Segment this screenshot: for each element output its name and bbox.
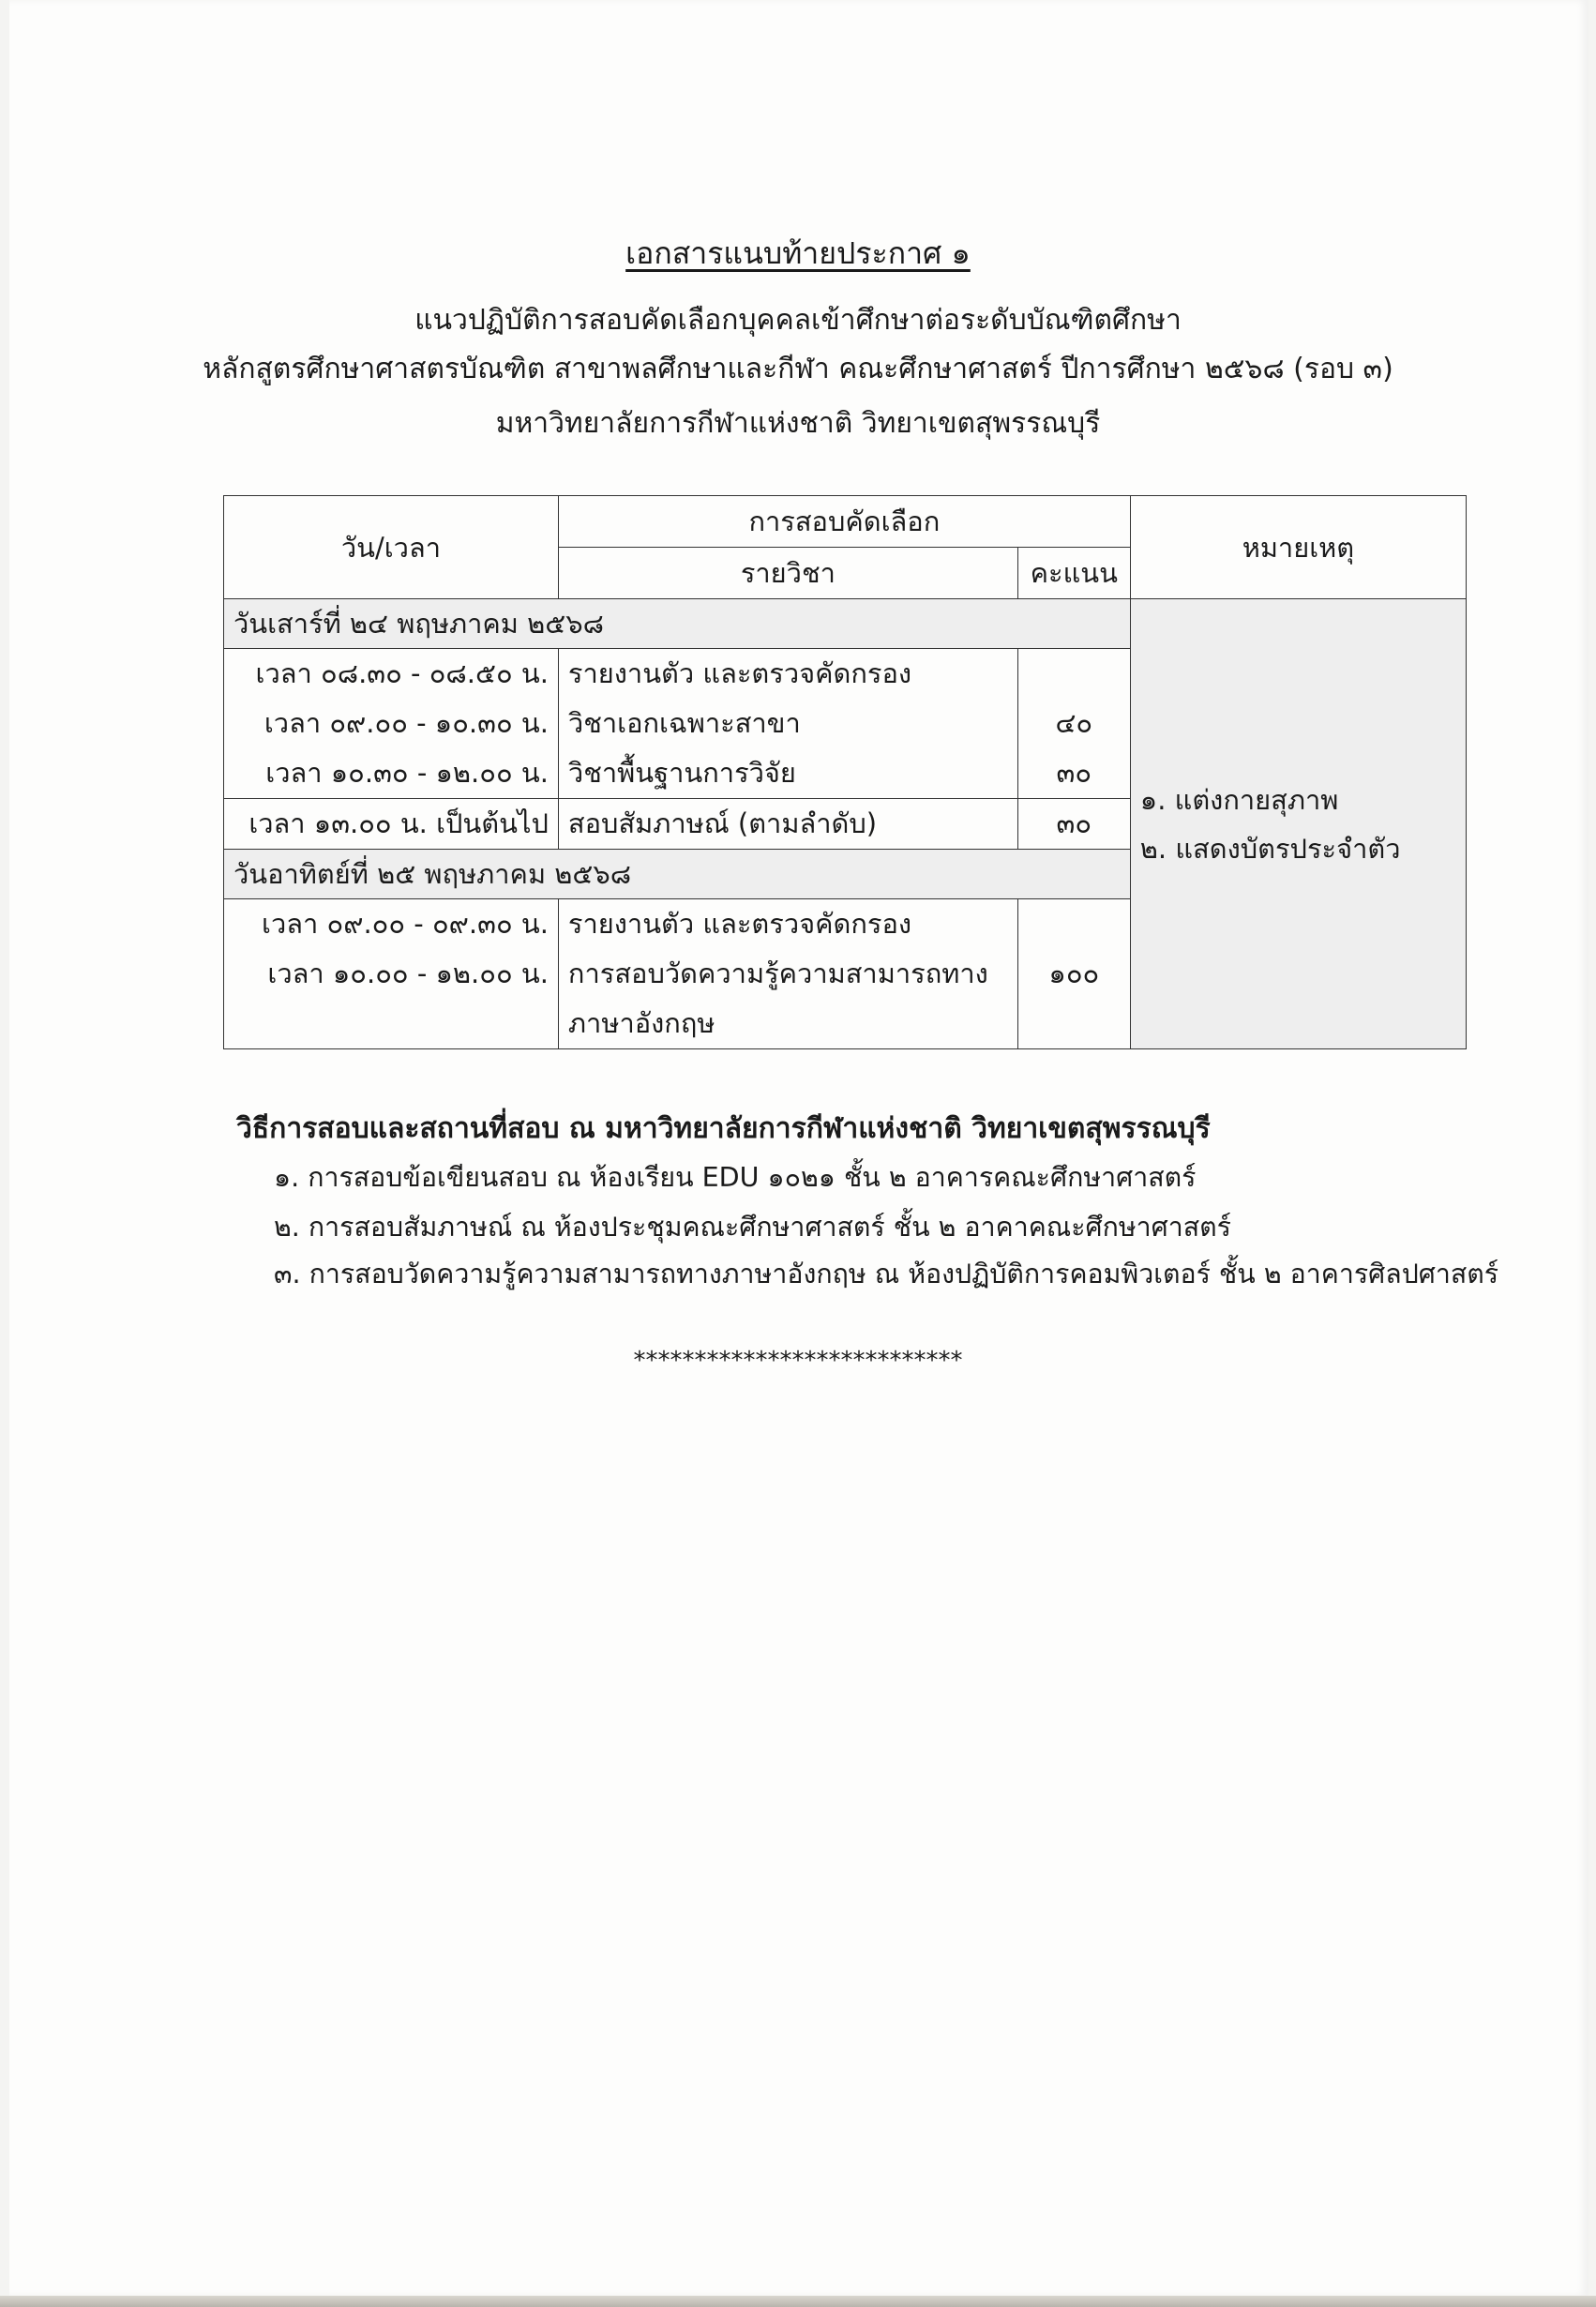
remark-2: ๒. แสดงบัตรประจำตัว <box>1139 832 1401 865</box>
score-cell: ๑๐๐ <box>1048 957 1100 989</box>
subject-cell: วิชาเอกเฉพาะสาขา <box>567 707 801 739</box>
subject-cell: วิชาพื้นฐานการวิจัย <box>567 757 796 789</box>
header-subject: รายวิชา <box>558 548 1017 599</box>
page-edge <box>0 2296 1596 2307</box>
score-cell: ๓๐ <box>1056 807 1092 839</box>
day2-label: วันอาทิตย์ที่ ๒๕ พฤษภาคม ๒๕๖๘ <box>224 850 1131 899</box>
subtitle-line-3: มหาวิทยาลัยการกีฬาแห่งชาติ วิทยาเขตสุพรรณบุรี <box>495 407 1101 440</box>
time-cell: เวลา ๑๓.๐๐ น. เป็นต้นไป <box>248 807 549 839</box>
time-cell: เวลา ๑๐.๓๐ - ๑๒.๐๐ น. <box>265 757 549 789</box>
day1-label: วันเสาร์ที่ ๒๔ พฤษภาคม ๒๕๖๘ <box>224 599 1131 649</box>
time-cell: เวลา ๐๙.๐๐ - ๑๐.๓๐ น. <box>263 707 549 739</box>
document-title: เอกสารแนบท้ายประกาศ ๑ <box>625 235 971 271</box>
time-cell: เวลา ๐๙.๐๐ - ๐๙.๓๐ น. <box>262 908 549 940</box>
header-remarks: หมายเหตุ <box>1130 496 1466 599</box>
subject-cell: การสอบวัดความรู้ความสามารถทาง <box>567 957 988 989</box>
method-item: ๑. การสอบข้อเขียนสอบ ณ ห้องเรียน EDU ๑๐๒๑ ชั้น ๒ อาคารคณะศึกษาศาสตร์ <box>274 1162 1197 1193</box>
subtitle-line-1: แนวปฏิบัติการสอบคัดเลือกบุคคลเข้าศึกษาต่อระดับบัณฑิตศึกษา <box>414 304 1182 337</box>
methods-title: วิธีการสอบและสถานที่สอบ ณ มหาวิทยาลัยการกีฬาแห่งชาติ วิทยาเขตสุพรรณบุรี <box>236 1112 1211 1145</box>
score-cell: ๔๐ <box>1055 707 1093 739</box>
remarks-cell <box>1130 599 1466 1049</box>
method-item: ๒. การสอบสัมภาษณ์ ณ ห้องประชุมคณะศึกษาศาสตร์ ชั้น ๒ อาคาคณะศึกษาศาสตร์ <box>274 1212 1231 1243</box>
time-cell: เวลา ๑๐.๐๐ - ๑๒.๐๐ น. <box>267 957 549 989</box>
header-score: คะแนน <box>1017 548 1130 599</box>
subject-cell: สอบสัมภาษณ์ (ตามลำดับ) <box>567 807 878 839</box>
time-cell: เวลา ๐๘.๓๐ - ๐๘.๕๐ น. <box>255 657 549 689</box>
method-item: ๓. การสอบวัดความรู้ความสามารถทางภาษาอังกฤษ ณ ห้องปฏิบัติการคอมพิวเตอร์ ชั้น ๒ อาคารศิลปศาสตร์ <box>274 1259 1499 1289</box>
subtitle-line-2: หลักสูตรศึกษาศาสตรบัณฑิต สาขาพลศึกษาและกีฬา คณะศึกษาศาสตร์ ปีการศึกษา ๒๕๖๘ (รอบ ๓) <box>203 353 1393 385</box>
subject-cell: ภาษาอังกฤษ <box>567 1007 715 1039</box>
score-cell: ๓๐ <box>1056 757 1092 789</box>
header-datetime: วัน/เวลา <box>224 496 559 599</box>
header-selection: การสอบคัดเลือก <box>558 496 1130 548</box>
subject-cell: รายงานตัว และตรวจคัดกรอง <box>567 657 912 689</box>
exam-schedule-table <box>223 495 1467 1049</box>
subject-cell: รายงานตัว และตรวจคัดกรอง <box>567 908 912 940</box>
score-cell <box>1028 649 1121 699</box>
remark-1: ๑. แต่งกายสุภาพ <box>1139 783 1339 816</box>
end-stars-divider: *************************** <box>633 1347 963 1375</box>
